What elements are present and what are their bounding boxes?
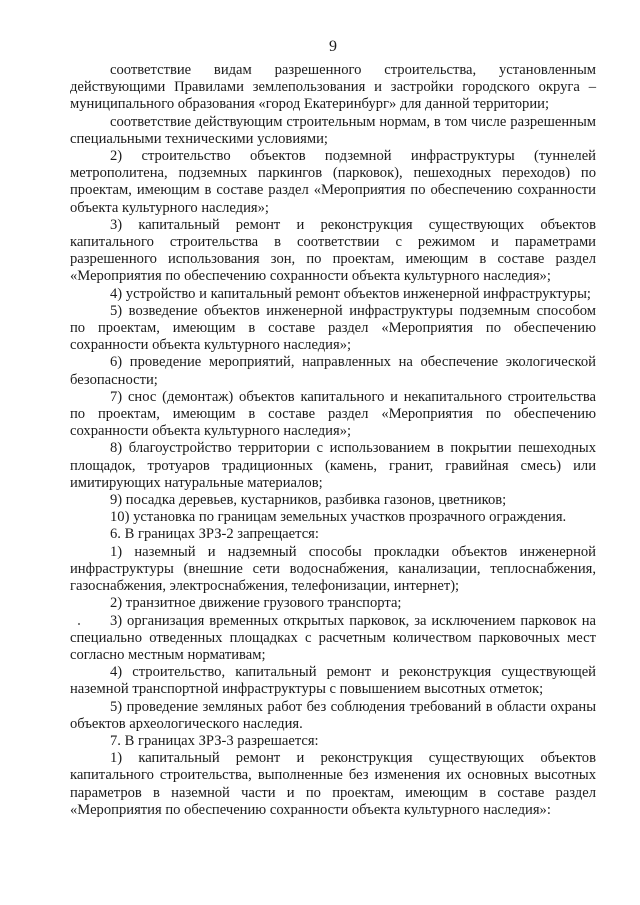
paragraph: 9) посадка деревьев, кустарников, разбивка газонов, цветников;: [110, 492, 507, 509]
paragraph: 1) капитальный ремонт и реконструкция существующих объектов капитального строительства, выполненные без изменения их основных высотных параметров в наземной части и по проектам, имеющим в составе раздел «Мероприятия по обеспечению сохранности объекта культурного наследия»:: [70, 750, 596, 818]
section-heading: 7. В границах ЗРЗ-3 разрешается:: [110, 732, 319, 749]
paragraph: 7) снос (демонтаж) объектов капитального и некапитального строительства по проектам, имеющим в составе раздел «Мероприятия по обеспечению сохранности объекта культурного наследия»;: [70, 388, 596, 440]
paragraph: 4) строительство, капитальный ремонт и реконструкция существующей наземной транспортной инфраструктуры с повышением высотных отметок;: [70, 664, 596, 698]
document-body: [70, 62, 596, 819]
paragraph: 6) проведение мероприятий, направленных на обеспечение экологической безопасности;: [70, 354, 596, 388]
paragraph: 2) транзитное движение грузового транспорта;: [110, 595, 402, 612]
paragraph: 8) благоустройство территории с использованием в покрытии пешеходных площадок, тротуаров традиционных (камень, гранит, гравийная смесь) или имитирующих натуральные материалов;: [70, 440, 596, 491]
paragraph: 4) устройство и капитальный ремонт объектов инженерной инфраструктуры;: [110, 285, 591, 302]
paragraph: соответствие видам разрешенного строительства, установленным действующими Правилами землепользования и застройки городского округа – муниципального образования «город Екатеринбург» для данной территории;: [70, 62, 596, 113]
paragraph: 3) капитальный ремонт и реконструкция существующих объектов капитального строительства в соответствии с режимом и параметрами разрешенного использования зон, по проектам, имеющим в составе раздел «Мероприятия по обеспечению сохранности объекта культурного наследия»;: [70, 216, 596, 285]
paragraph: соответствие действующим строительным нормам, в том числе разрешенным специальными техническими условиями;: [70, 113, 596, 147]
page-number: 9: [329, 38, 337, 55]
section-heading: 6. В границах ЗРЗ-2 запрещается:: [110, 526, 319, 543]
scan-speck: [78, 623, 80, 625]
paragraph: 1) наземный и надземный способы прокладки объектов инженерной инфраструктуры (внешние сети водоснабжения, канализации, теплоснабжения, газоснабжения, электроснабжения, телефонизации, интернет);: [70, 543, 596, 595]
paragraph: 3) организация временных открытых парковок, за исключением парковок на специально отведенных площадках с расчетным количеством парковочных мест согласно местным нормативам;: [70, 612, 596, 663]
paragraph: 5) возведение объектов инженерной инфраструктуры подземным способом по проектам, имеющим в составе раздел «Мероприятия по обеспечению сохранности объекта культурного наследия»;: [70, 302, 596, 354]
paragraph: 5) проведение земляных работ без соблюдения требований в области охраны объектов археологического наследия.: [70, 698, 596, 732]
paragraph: 10) установка по границам земельных участков прозрачного ограждения.: [110, 509, 567, 526]
paragraph: 2) строительство объектов подземной инфраструктуры (туннелей метрополитена, подземных паркингов (парковок), пешеходных переходов) по проектам, имеющим в составе раздел «Мероприятия по обеспечению сохранности объекта культурного наследия»;: [70, 148, 596, 216]
